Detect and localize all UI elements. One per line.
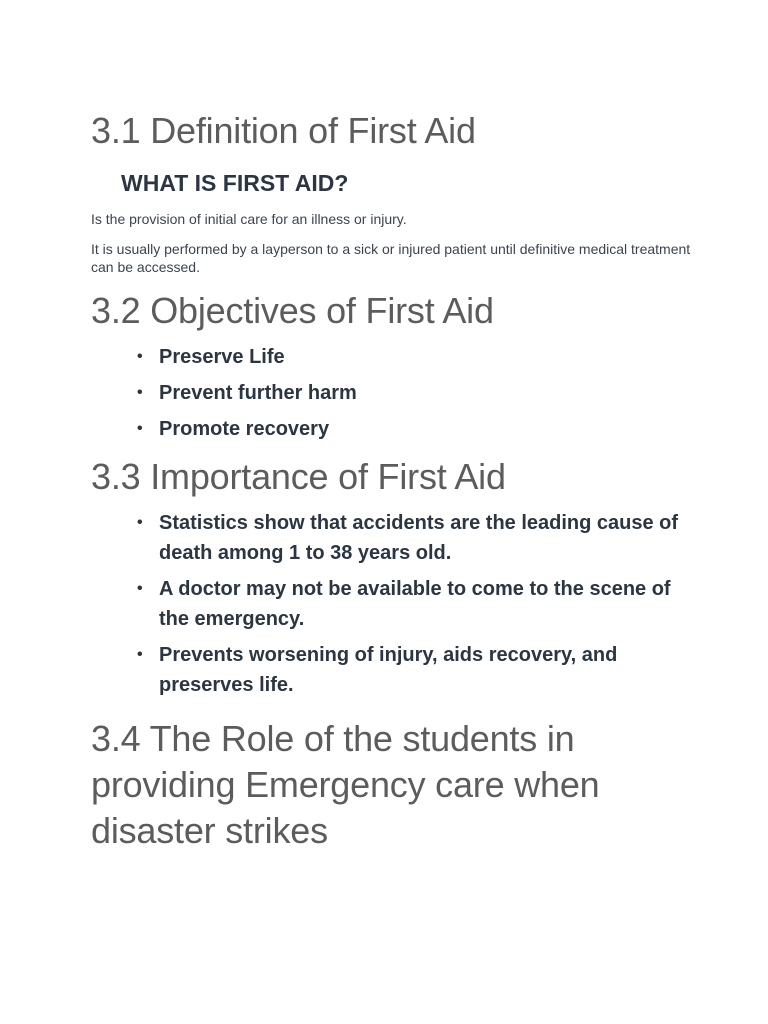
objectives-list <box>91 342 691 444</box>
importance-list <box>91 508 691 700</box>
list-item <box>137 508 691 568</box>
document-content <box>91 108 691 854</box>
list-item-text: A doctor may not be available to come to the scene of the emergency. <box>159 578 671 630</box>
section-heading-3-4: 3.4 The Role of the students in providing Emergency care when disaster strikes <box>91 718 600 851</box>
definition-paragraph-2: It is usually performed by a layperson to a sick or injured patient until definitive medical treatment can be accessed. <box>91 241 691 275</box>
section-heading-3-2: 3.2 Objectives of First Aid <box>91 290 494 331</box>
list-item-text: Preserve Life <box>159 346 285 368</box>
subheading-what-is-first-aid: WHAT IS FIRST AID? <box>121 170 349 196</box>
section-heading-3-1: 3.1 Definition of First Aid <box>91 110 476 151</box>
bullet-icon: • <box>137 646 143 663</box>
bullet-icon: • <box>137 348 143 365</box>
list-item <box>137 414 691 444</box>
list-item <box>137 574 691 634</box>
list-item <box>137 342 691 372</box>
list-item <box>137 378 691 408</box>
bullet-icon: • <box>137 580 143 597</box>
list-item-text: Prevents worsening of injury, aids recovery, and preserves life. <box>159 644 618 696</box>
list-item-text: Statistics show that accidents are the leading cause of death among 1 to 38 years old. <box>159 512 679 564</box>
bullet-icon: • <box>137 420 143 437</box>
list-item-text: Prevent further harm <box>159 382 357 404</box>
section-heading-3-3: 3.3 Importance of First Aid <box>91 456 506 497</box>
list-item <box>137 640 691 700</box>
definition-paragraph-1: Is the provision of initial care for an illness or injury. <box>91 211 407 227</box>
list-item-text: Promote recovery <box>159 418 330 440</box>
bullet-icon: • <box>137 384 143 401</box>
bullet-icon: • <box>137 514 143 531</box>
